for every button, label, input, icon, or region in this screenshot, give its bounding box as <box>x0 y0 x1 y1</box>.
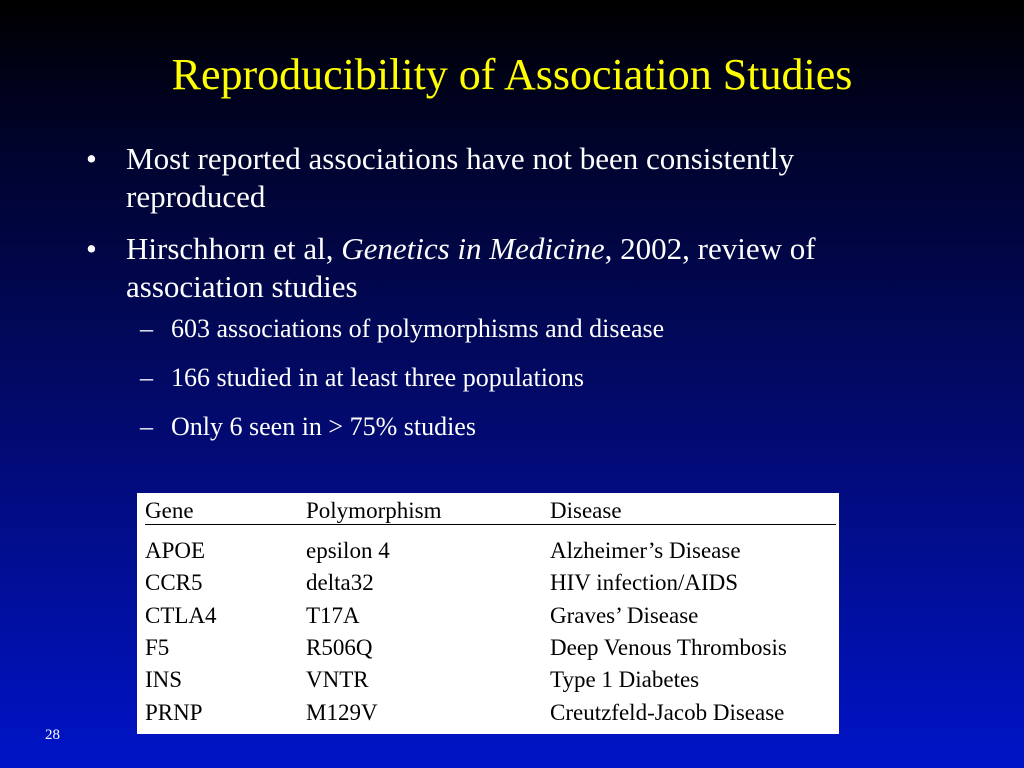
sub-bullet-item <box>126 312 885 346</box>
cell-gene: CCR5 <box>145 570 203 596</box>
polymorphism-table <box>145 498 836 729</box>
bullet-item <box>85 140 885 216</box>
polymorphism-table-panel <box>137 493 839 734</box>
journal-title: Genetics in Medicine <box>341 231 605 266</box>
header-gene: Gene <box>145 498 306 525</box>
sub-bullet-text: Only 6 seen in > 75% studies <box>171 412 476 441</box>
table-row <box>145 696 836 728</box>
cell-polymorphism: delta32 <box>306 570 374 596</box>
cell-polymorphism: M129V <box>306 699 378 725</box>
table-row <box>145 632 836 664</box>
bullet-item <box>85 230 885 444</box>
table-row <box>145 525 836 568</box>
bullet-list <box>85 140 885 459</box>
slide-number: 28 <box>45 727 60 743</box>
sub-bullet-marker: – <box>140 314 153 343</box>
cell-disease: Graves’ Disease <box>550 602 699 628</box>
table-row <box>145 600 836 632</box>
cell-polymorphism: VNTR <box>306 667 369 693</box>
cell-gene: F5 <box>145 635 170 661</box>
table-row <box>145 567 836 599</box>
sub-bullet-item <box>126 410 885 444</box>
cell-polymorphism: T17A <box>306 602 360 628</box>
bullet-text: Most reported associations have not been consistently reproduced <box>126 141 795 214</box>
cell-disease: HIV infection/AIDS <box>550 570 739 596</box>
bullet-text-suffix: , 2002, review of association studies <box>126 231 816 304</box>
header-polymorphism: Polymorphism <box>306 498 550 525</box>
sub-bullet-text: 166 studied in at least three populations <box>171 363 585 392</box>
sub-bullet-item <box>126 361 885 395</box>
slide-title: Reproducibility of Association Studies <box>171 50 853 99</box>
bullet-marker: • <box>86 231 97 266</box>
header-disease: Disease <box>550 498 836 525</box>
cell-disease: Creutzfeld-Jacob Disease <box>550 699 785 725</box>
cell-disease: Deep Venous Thrombosis <box>550 635 787 661</box>
sub-bullet-list <box>126 312 885 444</box>
cell-gene: APOE <box>145 538 206 564</box>
sub-bullet-text: 603 associations of polymorphisms and disease <box>171 314 665 343</box>
table-row <box>145 664 836 696</box>
cell-disease: Type 1 Diabetes <box>550 667 700 693</box>
sub-bullet-marker: – <box>140 412 153 441</box>
cell-disease: Alzheimer’s Disease <box>550 538 741 564</box>
bullet-text-prefix: Hirschhorn et al, <box>126 231 342 266</box>
sub-bullet-marker: – <box>140 363 153 392</box>
cell-polymorphism: R506Q <box>306 635 373 661</box>
table-header-row <box>145 498 836 525</box>
cell-polymorphism: epsilon 4 <box>306 538 390 564</box>
cell-gene: CTLA4 <box>145 602 217 628</box>
cell-gene: INS <box>145 667 183 693</box>
cell-gene: PRNP <box>145 699 203 725</box>
bullet-marker: • <box>86 141 97 176</box>
